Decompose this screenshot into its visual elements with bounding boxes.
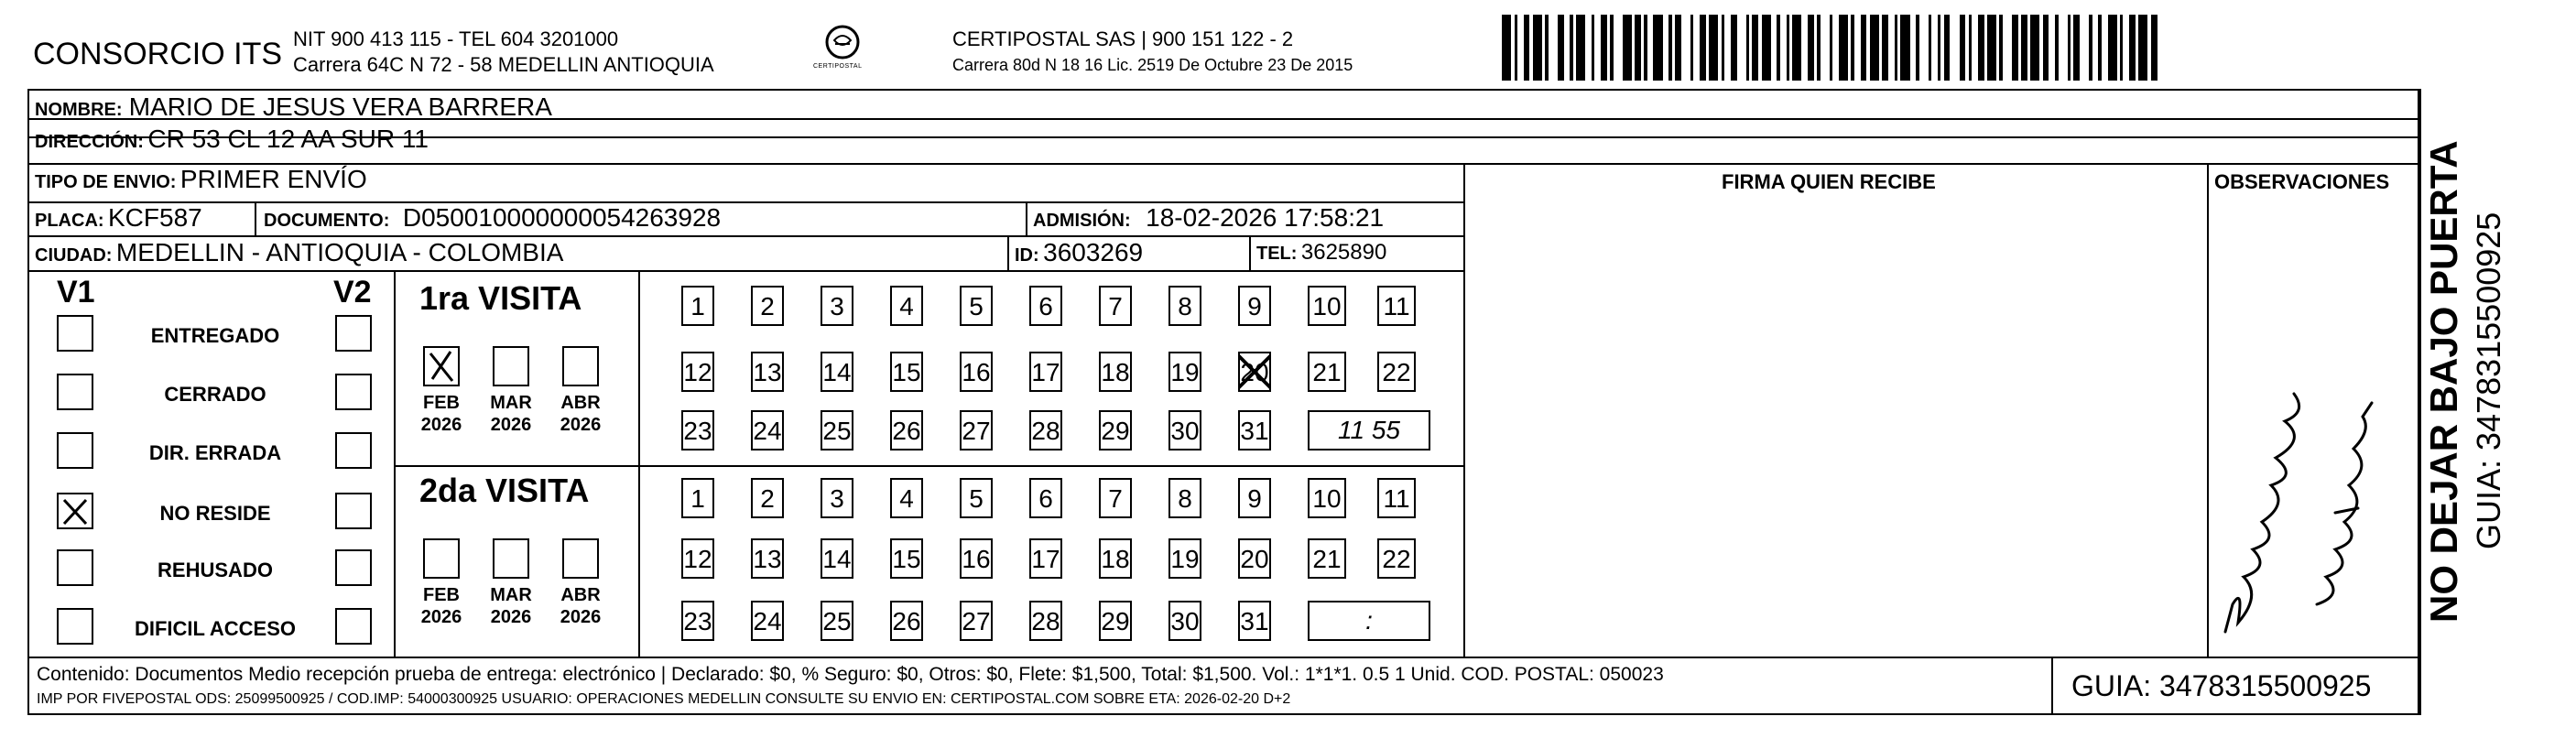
v1-checkbox[interactable] — [57, 493, 93, 529]
form-frame — [27, 89, 2419, 715]
visita1-day-box[interactable]: 2 — [751, 286, 784, 326]
visita2-day-box[interactable]: 17 — [1029, 538, 1062, 579]
visita1-year-label: 2026 — [420, 415, 462, 435]
visita1-day-box[interactable]: 31 — [1238, 410, 1271, 450]
visita2-month-checkbox[interactable] — [423, 538, 460, 579]
v2-checkbox[interactable] — [335, 432, 372, 469]
v2-header: V2 — [333, 275, 372, 309]
visita1-hour-box[interactable]: 11 55 — [1308, 410, 1430, 450]
admision-value: 18-02-2026 17:58:21 — [1146, 203, 1385, 232]
v1-checkbox[interactable] — [57, 608, 93, 645]
visita1-day-box[interactable]: 23 — [681, 410, 714, 450]
nombre-value: MARIO DE JESUS VERA BARRERA — [128, 92, 552, 121]
carrier-address: Carrera 80d N 18 16 Lic. 2519 De Octubre 23 De 2015 — [952, 56, 1353, 74]
visita1-day-box[interactable]: 13 — [751, 352, 784, 392]
visita2-day-box[interactable]: 22 — [1377, 538, 1416, 579]
visita2-day-box[interactable]: 29 — [1099, 601, 1132, 641]
no-dejar-bajo-puerta: NO DEJAR BAJO PUERTA — [2422, 140, 2465, 623]
visita2-month-checkbox[interactable] — [493, 538, 529, 579]
visita1-month-label: FEB — [423, 393, 460, 413]
visita1-day-box[interactable]: 3 — [821, 286, 853, 326]
visita2-day-box[interactable]: 4 — [890, 478, 923, 518]
visita2-day-box[interactable]: 19 — [1168, 538, 1201, 579]
visita2-day-box[interactable]: 6 — [1029, 478, 1062, 518]
visita2-year-label: 2026 — [560, 607, 602, 627]
visita2-year-label: 2026 — [490, 607, 532, 627]
v2-checkbox[interactable] — [335, 549, 372, 586]
visita1-day-box[interactable]: 15 — [890, 352, 923, 392]
visita1-day-box[interactable]: 1 — [681, 286, 714, 326]
carrier-line: CERTIPOSTAL SAS | 900 151 122 - 2 — [952, 27, 1294, 50]
visita2-month-label: FEB — [423, 585, 460, 605]
v1-checkbox[interactable] — [57, 315, 93, 352]
visita1-day-box[interactable]: 27 — [960, 410, 993, 450]
placa-value: KCF587 — [108, 203, 202, 232]
id-label: ID: — [1015, 245, 1039, 266]
visita1-month-label: ABR — [560, 393, 601, 413]
v1-header: V1 — [57, 275, 95, 309]
visita2-day-box[interactable]: 8 — [1168, 478, 1201, 518]
visita2-day-box[interactable]: 21 — [1308, 538, 1346, 579]
visita2-day-box[interactable]: 3 — [821, 478, 853, 518]
visita2-day-box[interactable]: 18 — [1099, 538, 1132, 579]
visita1-day-box[interactable]: 4 — [890, 286, 923, 326]
company-address: Carrera 64C N 72 - 58 MEDELLIN ANTIOQUIA — [293, 53, 714, 76]
checkmark-x-icon — [59, 494, 92, 527]
visita2-day-box[interactable]: 5 — [960, 478, 993, 518]
visita2-day-box[interactable]: 20 — [1238, 538, 1271, 579]
status-label: DIFICIL ACCESO — [134, 617, 296, 640]
v1-checkbox[interactable] — [57, 432, 93, 469]
status-label: REHUSADO — [158, 559, 273, 581]
visita1-month-checkbox[interactable] — [423, 346, 460, 386]
certipostal-logo-icon — [810, 24, 875, 75]
visita1-day-box[interactable]: 7 — [1099, 286, 1132, 326]
status-label: NO RESIDE — [159, 502, 271, 525]
checkmark-x-icon — [425, 348, 458, 385]
footer-line1: Contenido: Documentos Medio recepción prueba de entrega: electrónico | Declarado: $0, % Seguro: $0, Otros: $0, Flete: $1,500, Total: $1,500. Vol.: 1*1*1. 0.5 1 Unid. COD. POSTAL: 050023 — [37, 664, 1664, 685]
visita2-day-box[interactable]: 23 — [681, 601, 714, 641]
side-guia: GUIA: 3478315500925 — [2470, 212, 2507, 549]
visita1-title: 1ra VISITA — [419, 279, 582, 317]
v2-checkbox[interactable] — [335, 493, 372, 529]
barcode-icon — [1502, 15, 2158, 81]
logo-text: CERTIPOSTAL — [813, 63, 863, 70]
v2-checkbox[interactable] — [335, 315, 372, 352]
visita2-year-label: 2026 — [420, 607, 462, 627]
visita2-day-box[interactable]: 26 — [890, 601, 923, 641]
firma-header: FIRMA QUIEN RECIBE — [1722, 170, 1936, 193]
visita2-day-box[interactable]: 28 — [1029, 601, 1062, 641]
visita1-day-box[interactable]: 24 — [751, 410, 784, 450]
company-nit: NIT 900 413 115 - TEL 604 3201000 — [293, 27, 619, 50]
documento-label: DOCUMENTO: — [264, 211, 390, 231]
visita2-month-checkbox[interactable] — [562, 538, 599, 579]
visita1-day-box[interactable]: 18 — [1099, 352, 1132, 392]
nombre-label: NOMBRE: — [35, 100, 123, 120]
visita1-day-box[interactable]: 17 — [1029, 352, 1062, 392]
tel-label: TEL: — [1256, 244, 1298, 264]
visita1-day-box[interactable]: 10 — [1308, 286, 1346, 326]
visita2-day-box[interactable]: 10 — [1308, 478, 1346, 518]
tel-value: 3625890 — [1300, 240, 1387, 265]
visita1-day-box[interactable]: 29 — [1099, 410, 1132, 450]
visita1-day-box[interactable]: 30 — [1168, 410, 1201, 450]
visita2-day-box[interactable]: 13 — [751, 538, 784, 579]
visita1-day-box[interactable]: 19 — [1168, 352, 1201, 392]
visita1-day-box[interactable]: 14 — [821, 352, 853, 392]
visita1-day-box[interactable]: 9 — [1238, 286, 1271, 326]
visita1-month-checkbox[interactable] — [562, 346, 599, 386]
handwritten-signature-icon — [2207, 330, 2419, 641]
documento-value: D050010000000054263928 — [402, 203, 722, 232]
visita2-day-box[interactable]: 31 — [1238, 601, 1271, 641]
visita1-day-box[interactable]: 8 — [1168, 286, 1201, 326]
visita1-day-box[interactable]: 12 — [681, 352, 714, 392]
placa-label: PLACA: — [35, 211, 104, 231]
visita2-day-box[interactable]: 25 — [821, 601, 853, 641]
visita1-day-box[interactable]: 26 — [890, 410, 923, 450]
visita2-month-label: MAR — [490, 585, 532, 605]
direccion-value: CR 53 CL 12 AA SUR 11 — [147, 125, 429, 153]
visita1-day-box[interactable]: 20 — [1238, 352, 1271, 392]
company-name: CONSORCIO ITS — [33, 37, 283, 71]
visita2-day-box[interactable]: 1 — [681, 478, 714, 518]
status-label: ENTREGADO — [150, 324, 280, 347]
ciudad-label: CIUDAD: — [35, 245, 113, 266]
footer-guia: GUIA: 3478315500925 — [2071, 669, 2372, 702]
visita1-day-box[interactable]: 6 — [1029, 286, 1062, 326]
visita2-day-box[interactable]: 2 — [751, 478, 784, 518]
visita2-day-box[interactable]: 7 — [1099, 478, 1132, 518]
visita1-day-box[interactable]: 28 — [1029, 410, 1062, 450]
v2-checkbox[interactable] — [335, 374, 372, 410]
visita1-day-box[interactable]: 25 — [821, 410, 853, 450]
status-label: DIR. ERRADA — [148, 441, 282, 464]
visita1-year-label: 2026 — [560, 415, 602, 435]
visita1-day-box[interactable]: 16 — [960, 352, 993, 392]
visita2-day-box[interactable]: 30 — [1168, 601, 1201, 641]
visita2-day-box[interactable]: 12 — [681, 538, 714, 579]
ciudad-value: MEDELLIN - ANTIOQUIA - COLOMBIA — [115, 238, 564, 266]
tipo-label: TIPO DE ENVIO: — [35, 172, 177, 192]
visita1-day-box[interactable]: 11 — [1377, 286, 1416, 326]
footer-line2: IMP POR FIVEPOSTAL ODS: 25099500925 / COD.IMP: 54000300925 USUARIO: OPERACIONES MEDELLIN CONSULTE SU ENVIO EN: CERTIPOSTAL.COM SOBRE ETA: 2026-02-20 D+2 — [37, 691, 1291, 707]
visita2-day-box[interactable]: 16 — [960, 538, 993, 579]
visita1-month-checkbox[interactable] — [493, 346, 529, 386]
visita2-day-box[interactable]: 11 — [1377, 478, 1416, 518]
id-value: 3603269 — [1043, 238, 1144, 266]
visita1-day-box[interactable]: 22 — [1377, 352, 1416, 392]
v1-checkbox[interactable] — [57, 374, 93, 410]
direccion-label: DIRECCIÓN: — [35, 132, 144, 152]
visita1-year-label: 2026 — [490, 415, 532, 435]
visita2-month-label: ABR — [560, 585, 601, 605]
visita2-hour-box[interactable]: : — [1308, 601, 1430, 641]
visita1-day-box[interactable]: 5 — [960, 286, 993, 326]
v1-checkbox[interactable] — [57, 549, 93, 586]
visita2-day-box[interactable]: 14 — [821, 538, 853, 579]
visita2-day-box[interactable]: 24 — [751, 601, 784, 641]
visita2-day-box[interactable]: 9 — [1238, 478, 1271, 518]
v2-checkbox[interactable] — [335, 608, 372, 645]
visita2-title: 2da VISITA — [419, 472, 590, 509]
admision-label: ADMISIÓN: — [1033, 211, 1131, 231]
visita1-month-label: MAR — [490, 393, 532, 413]
visita2-day-box[interactable]: 27 — [960, 601, 993, 641]
tipo-value: PRIMER ENVÍO — [179, 165, 367, 193]
visita1-day-box[interactable]: 21 — [1308, 352, 1346, 392]
observaciones-header: OBSERVACIONES — [2214, 170, 2390, 193]
status-label: CERRADO — [164, 383, 266, 406]
visita2-day-box[interactable]: 15 — [890, 538, 923, 579]
